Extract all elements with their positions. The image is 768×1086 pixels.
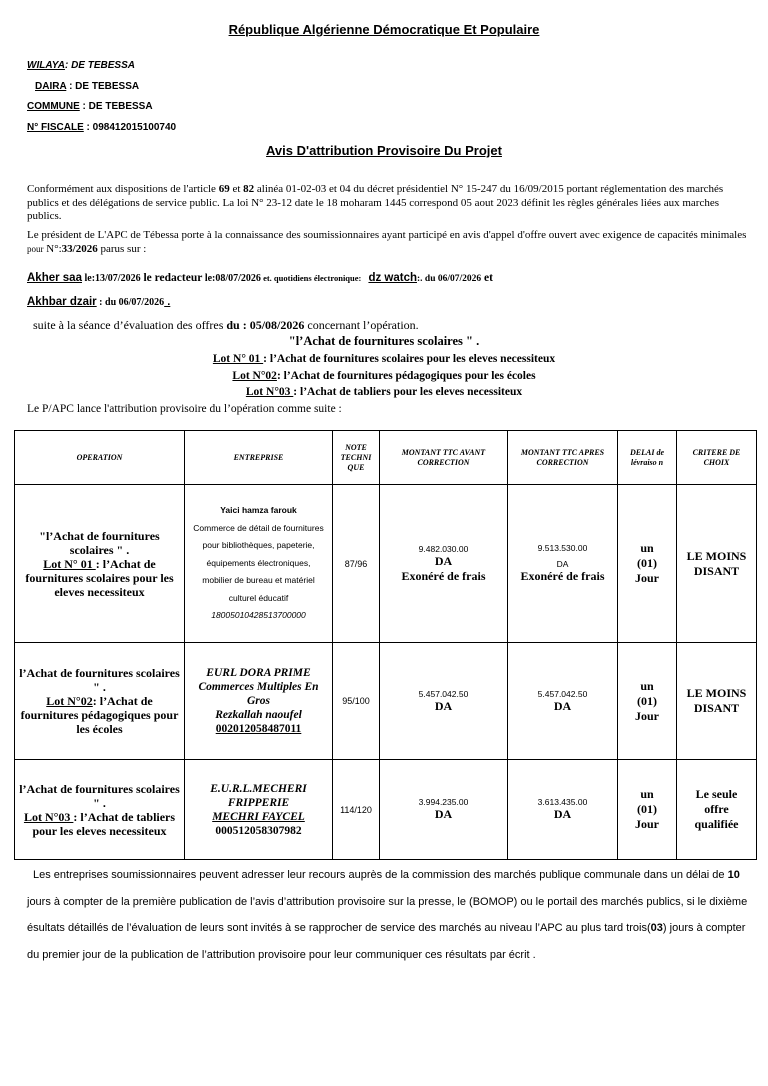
lot-text: : l’Achat de tabliers pour les eleves necessiteux [32,809,176,838]
article-number: 69 [218,183,230,195]
press-text: et [481,272,493,284]
currency-label: DA [553,698,572,713]
exemption-label: Exonéré de frais [520,569,605,583]
fiscal-value: : 098412015100740 [83,122,177,133]
closing-text: ) jours à compter du premier jour de la publication de l’attribution provisoire pour leur communiquer ces résultats par écrit . [27,922,746,961]
table-header-row [15,431,757,485]
publication-date: le:13/07/2026 [81,273,141,284]
header-entreprise: ENTREPRISE [185,431,333,485]
delai-cell: un (01) Jour [618,643,677,760]
operation-title: "l’Achat de fournitures scolaires " . [288,334,480,348]
preamble-text: parus sur : [97,242,147,255]
intro-line: Le P/APC lance l'attribution provisoire du l’opération comme suite : [27,403,342,415]
preamble-text: alinéa 01-02-03 et 04 du décret présidentiel N° 15-247 du 16/09/2015 portant réglementation des marchés publics et des délégations de service public. La loi N° 23-12 date le 18 moharam 1445 correspond 05 aout 2023 définit les règles générales liées aux marches publics. [27,183,724,222]
header-montant-avant: MONTANT TTC AVANT CORRECTION [380,431,508,485]
seance-line [33,318,419,333]
amount-value: 5.457.042.50 [537,688,588,699]
operation-title-text: l’Achat de fournitures scolaires " . [19,666,180,694]
preamble-text: Le président de L'APC de Tébessa porte à la connaissance des soumissionnaires ayant participé en avis d'appel d'offre ouvert avec exigence de capacités minimales [27,229,747,241]
montant-avant-cell [380,760,508,860]
press-line-2 [27,296,170,308]
currency-label: DA [434,807,453,821]
exemption-label: Exonéré de frais [401,568,486,583]
operation-cell [15,643,185,760]
attribution-table [14,430,757,860]
montant-apres-cell [508,760,618,860]
lot-line-1 [0,353,768,365]
closing-text: Les entreprises soumissionnaires peuvent adresser leur recours auprès de la commission des marchés publique communale dans un délai de [33,869,728,881]
closing-text: jours à compter de la première publication de l’avis d’attribution provisoire sur la presse, le (BOMOP) ou le portail des marchés publics, si le dixième ésultats détaillés de l’évaluation de leurs sont invités à se rapprocher de service des marchés au niveau l’APC au plus tard trois( [27,895,748,934]
notice-number: 33/2026 [61,242,98,255]
fiscal-line [27,122,176,133]
press-text: . [164,296,171,308]
entreprise-description: FRIPPERIE [227,796,290,809]
table-row [15,760,757,860]
montant-avant-cell [380,485,508,643]
preamble-paragraph-2 [27,229,747,256]
note-cell: 95/100 [333,643,380,760]
publication-date: :. du 06/07/2026 [417,274,482,284]
lot-label: Lot N°02 [232,370,277,382]
amount-value: 9.482.030.00 [418,543,469,554]
lot-label: Lot N°03 [23,809,74,824]
header-operation: OPERATION [15,431,185,485]
table-row [15,643,757,760]
operation-title-text: l’Achat de fournitures scolaires " . [19,781,180,810]
preamble-text: pour [27,243,44,254]
critere-cell: LE MOINS DISANT [677,643,757,760]
entreprise-manager: MECHRI FAYCEL [212,810,305,823]
preamble-paragraph-1 [27,183,747,224]
fiscal-label: N° FISCALE [27,122,84,133]
entreprise-manager: Rezkallah naoufel [215,709,302,721]
seance-text: concernant l’opération. [304,318,419,332]
lot-text: : l’Achat de fournitures scolaires pour les eleves necessiteux [25,556,174,599]
amount-value: 3.613.435.00 [537,797,588,807]
entreprise-description: Commerces Multiples En Gros [198,681,319,707]
lot-label: Lot N° 01 [43,556,96,571]
entreprise-id: 18005010428513700000 [211,610,306,621]
header-delai: DELAI de lévraiso n [618,431,677,485]
lot-line-2 [0,370,768,382]
header-note: NOTE TECHNI QUE [333,431,380,485]
critere-cell: Le seule offre qualifiée [677,760,757,860]
amount-value: 5.457.042.50 [418,688,469,699]
newspaper-name: dz watch [368,272,417,284]
seance-text: suite à la séance d’évaluation des offres [33,318,227,332]
entreprise-id: 002012058487011 [215,723,302,735]
newspaper-name: Akhbar dzair [27,296,97,308]
contact-days: 03 [650,922,663,934]
newspaper-name: le redacteur [140,272,203,284]
note-cell: 87/96 [333,485,380,643]
montant-avant-cell [380,643,508,760]
lot-line-3 [0,386,768,398]
currency-label: DA [434,698,453,713]
lot-label: Lot N°03 [245,386,294,398]
wilaya-label: WILAYA [27,60,65,71]
article-number: 82 [243,183,255,195]
preamble-text: Conformément aux dispositions de l'article [27,183,219,195]
wilaya-line [27,60,135,71]
closing-paragraph [27,862,751,968]
delai-cell: un (01) Jour [618,485,677,643]
operation-cell [15,485,185,643]
entreprise-name: Yaici hamza farouk [220,505,297,516]
entreprise-name: EURL DORA PRIME [206,667,311,679]
entreprise-name: E.U.R.L.MECHERI [210,782,307,795]
currency-label: DA [556,559,569,569]
republic-heading: République Algérienne Démocratique Et Populaire [228,22,540,37]
entreprise-cell [185,760,333,860]
seance-date: du : 05/08/2026 [226,318,305,332]
preamble-text: N°: [43,242,62,255]
table-row [15,485,757,643]
critere-cell: LE MOINS DISANT [677,485,757,643]
lot-label: Lot N° 01 [212,353,264,365]
daira-label: DAIRA [35,81,67,92]
preamble-text: et [229,183,244,195]
delai-cell: un (01) Jour [618,760,677,860]
montant-apres-cell [508,485,618,643]
recourse-days: 10 [727,869,740,881]
entreprise-description: Commerce de détail de fournitures pour bibliothèques, papeterie, équipements électroniques, mobilier de bureau et matériel culturel éducatif [193,522,324,603]
currency-label: DA [553,807,572,821]
daira-value: : DE TEBESSA [66,81,140,92]
daira-line [35,81,139,92]
commune-line [27,101,153,112]
entreprise-cell [185,643,333,760]
document-title: Avis D'attribution Provisoire Du Projet [266,143,502,158]
publication-date: le:08/07/2026 [202,273,261,284]
commune-value: : DE TEBESSA [79,101,153,112]
header-critere: CRITERE DE CHOIX [677,431,757,485]
press-line-1 [27,272,747,284]
note-cell: 114/120 [333,760,380,860]
press-text: et. quotidiens électronique: [260,273,362,283]
operation-title-text: "l’Achat de fournitures scolaires " . [39,528,160,557]
wilaya-value: : DE TEBESSA [64,60,135,71]
header-montant-apres: MONTANT TTC APRES CORRECTION [508,431,618,485]
amount-value: 9.513.530.00 [537,543,588,553]
montant-apres-cell [508,643,618,760]
publication-date: : du 06/07/2026 [96,297,165,308]
lot-text: : l’Achat de fournitures scolaires pour les eleves necessiteux [263,353,556,365]
currency-label: DA [434,553,453,568]
operation-cell [15,760,185,860]
entreprise-id: 000512058307982 [215,824,302,837]
lot-text: : l’Achat de fournitures pédagogiques pour les écoles [276,370,536,382]
commune-label: COMMUNE [27,101,80,112]
entreprise-cell [185,485,333,643]
lot-text: : l’Achat de tabliers pour les eleves necessiteux [293,386,523,398]
amount-value: 3.994.235.00 [418,797,469,807]
lot-text: : l’Achat de fournitures pédagogiques pour les écoles [20,694,179,736]
newspaper-name: Akher saa [27,272,82,284]
lot-label: Lot N°02 [46,694,93,708]
